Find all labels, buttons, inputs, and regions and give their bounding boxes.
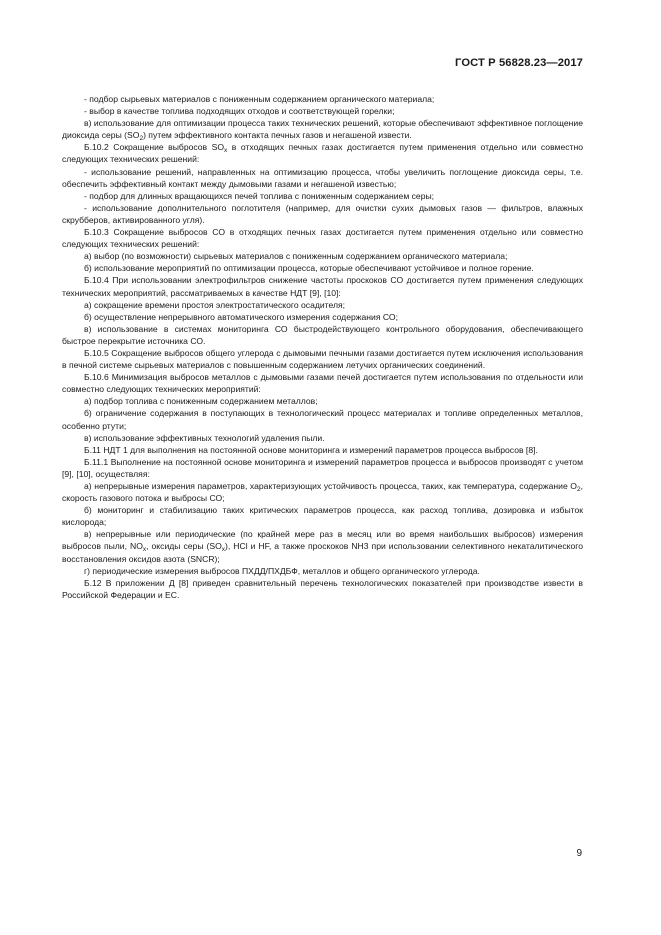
body-paragraph: Б.10.6 Минимизация выбросов металлов с дымовыми газами печей достигается путем использования по отдельности или совместно следующих технических мероприятий: <box>62 372 583 395</box>
body-paragraph: б) использование мероприятий по оптимизации процесса, которые обеспечивают устойчивое и полное горение. <box>84 263 534 274</box>
body-paragraph: б) осуществление непрерывного автоматического измерения содержания СО; <box>84 311 398 322</box>
body-paragraph: в) непрерывные или периодические (по крайней мере раз в месяц или во время наибольших выбросов) измерения выбросов пыли, $NO_x$, оксиды серы $(SO_x)$, HCl и HF, а также проскоков NH3 при использовании селективного некаталитического восстановления оксидов азота (SNCR); <box>62 529 583 564</box>
document-body <box>62 93 583 601</box>
body-paragraph: Б.10.4 При использовании электрофильтров снижение частоты проскоков СО достигается путем применения следующих технических мероприятий, рассматриваемых в качестве НДТ [9], [10]: <box>62 275 583 298</box>
body-paragraph: а) непрерывные измерения параметров, характеризующих устойчивость процесса, таких, как температура, содержание $O_2$, скорость газового потока и выбросы СО; <box>62 481 583 504</box>
body-paragraph: а) сокращение времени простоя электростатического осадителя; <box>84 299 346 310</box>
body-paragraph: Б.11 НДТ 1 для выполнения на постоянной основе мониторинга и измерений параметров процесса выбросов [8]. <box>84 444 538 455</box>
page-number: 9 <box>576 848 582 859</box>
document-header: ГОСТ Р 56828.23—2017 <box>455 57 583 69</box>
body-paragraph: - подбор для длинных вращающихся печей топлива с пониженным содержанием серы; <box>84 190 435 201</box>
body-paragraph: - выбор в качестве топлива подходящих отходов и соответствующей горелки; <box>84 106 395 117</box>
body-paragraph: в) использование эффективных технологий удаления пыли. <box>84 432 325 443</box>
body-paragraph: г) периодические измерения выбросов ПХДД/ПХДБФ, металлов и общего органического углерода. <box>84 565 480 576</box>
body-paragraph: Б.11.1 Выполнение на постоянной основе мониторинга и измерений параметров процесса и выбросов производят с учетом [9], [10], осуществляя: <box>62 456 583 479</box>
body-paragraph: а) выбор (по возможности) сырьевых материалов с пониженным содержанием органического материала; <box>84 251 508 262</box>
body-paragraph: а) подбор топлива с пониженным содержанием металлов; <box>84 396 318 407</box>
body-paragraph: Б.10.5 Сокращение выбросов общего углерода с дымовыми печными газами достигается путем исключения использования в печной системе сырьевых материалов с повышенным содержанием летучих органических соединений. <box>62 347 583 371</box>
body-paragraph: б) мониторинг и стабилизацию таких критических параметров процесса, как расход топлива, дозировка и избыток кислорода; <box>62 505 583 528</box>
body-paragraph: в) использование для оптимизации процесса таких технических решений, которые обеспечивают эффективное поглощение диоксида серы $(SO_2)$ путем эффективного контакта печных газов и негашеной извести. <box>62 118 583 143</box>
body-paragraph: Б.12 В приложении Д [8] приведен сравнительный перечень технологических показателей при производстве извести в Российской Федерации и ЕС. <box>62 577 583 600</box>
body-paragraph: в) использование в системах мониторинга СО быстродействующего контрольного оборудования, обеспечивающего быстрое перекрытие источника СО. <box>62 323 583 346</box>
body-paragraph: Б.10.2 Сокращение выбросов $SO_x$ в отходящих печных газах достигается путем применения отдельно или совместно следующих технических решений: <box>62 142 583 165</box>
body-paragraph: - подбор сырьевых материалов с пониженным содержанием органического материала; <box>84 94 435 104</box>
body-paragraph: - использование дополнительного поглотителя (например, для очистки сухих дымовых газов — фильтров, влажных скрубберов, активированного угля). <box>62 202 583 225</box>
body-paragraph: - использование решений, направленных на оптимизацию процесса, чтобы увеличить поглощение диоксида серы, т.е. обеспечить эффективный контакт между дымовыми газами и негашеной известью; <box>62 166 583 189</box>
body-paragraph: б) ограничение содержания в поступающих в технологический процесс материалах и топливе определенных металлов, особенно ртути; <box>62 408 583 431</box>
body-paragraph: Б.10.3 Сокращение выбросов СО в отходящих печных газах достигается путем применения отдельно или совместно следующих технических решений: <box>62 227 583 250</box>
